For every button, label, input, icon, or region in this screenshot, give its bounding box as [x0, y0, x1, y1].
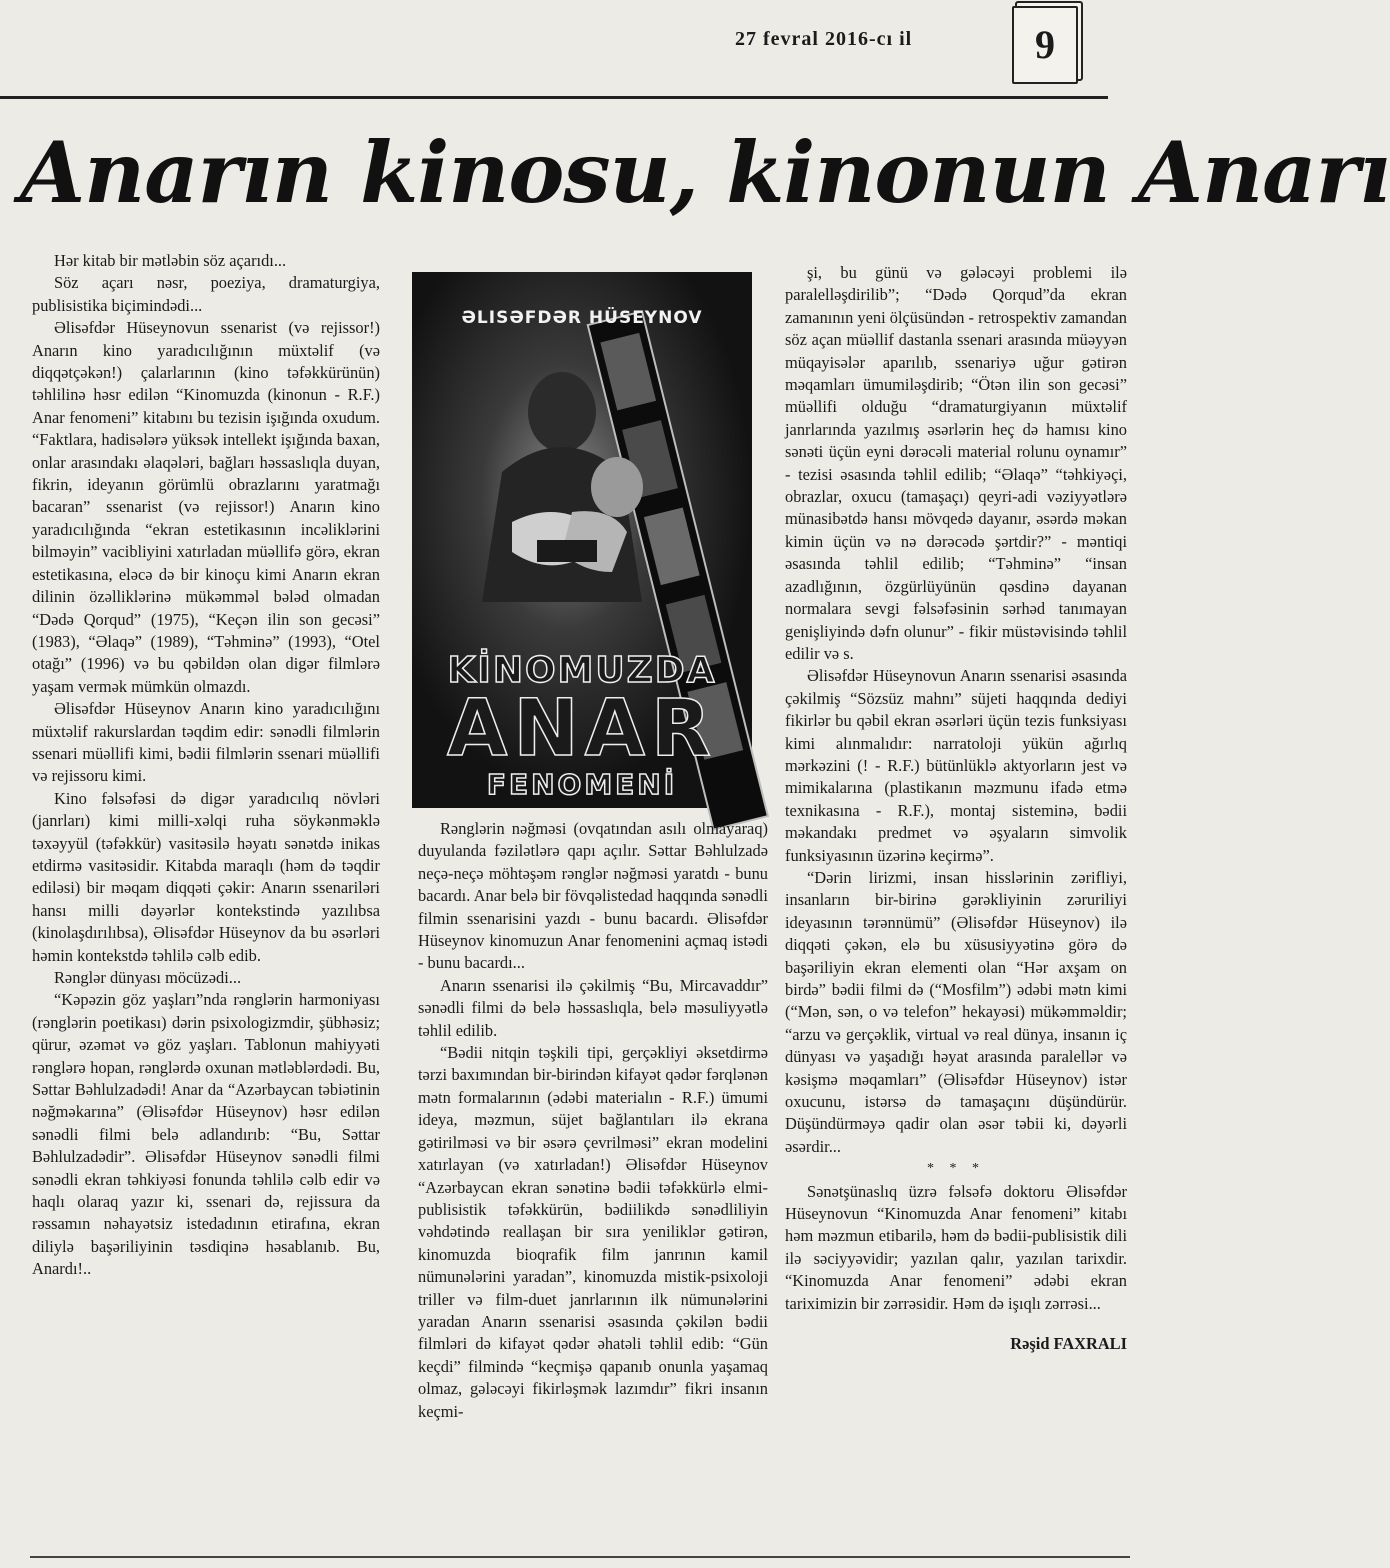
cover-title-line1: KİNOMUZDA	[447, 650, 717, 691]
footer-rule	[30, 1556, 1130, 1558]
paragraph: “Dərin lirizmi, insan hisslərinin zərifliyi, insanların bir-birinə gərəkliyinin zəruriliyi ideyasının tərənnümü” (Əlisəfdər Hüseynov) ilə diqqəti çəkən, elə bu xüsusiyyətinə görə də başəriliyin ekran elementi olan “Hər axşam on birdə” bədii filmi də (“Mosfilm”) ədəbi mətn kimi (“Mən, sən, o və telefon” hekayəsi) mükəmməldir; “arzu və gerçəklik, virtual və real dünya, insanın iç dünyası və yaşadığı həyat arasında paralellər və kəsişmə məqamları” (Əlisəfdər Hüseynov) istər oxucunu, istərsə də tamaşaçını düşündürür. Düşündürməyə qadir olan əsər təbii ki, dəyərli əsərdir...	[785, 867, 1127, 1156]
paragraph: Rənglər dünyası möcüzədi...	[54, 968, 242, 987]
paragraph: Söz açarı nəsr, poeziya, dramaturgiya, publisistika biçimindədi...	[32, 273, 380, 315]
paragraph: Hər kitab bir mətləbin söz açarıdı...	[54, 251, 287, 270]
article-column-1	[32, 250, 380, 1550]
paragraph: Əlisəfdər Hüseynov Anarın kino yaradıcılığını müxtəlif rakurslardan təqdim edir: sənədli filmlərin ssenari müəllifi kimi, bədii filmlərin ssenari müəllifi və rejissoru kimi.	[32, 699, 380, 786]
paragraph: Kino fəlsəfəsi də digər yaradıcılıq növləri (janrları) kimi milli-xəlqi ruha söykənməklə təxəyyül (təfəkkür) vasitəsilə həyatı sənətdə inikas etdirmə vasitəsidir. Kitabda maraqlı (həm də təqdir ediləsi) bir məqam diqqəti çəkir: Anarın ssenariləri hansı milli dəyərlər kontekstində yazılıbsa (kinolaşdırılıbsa), Əlisəfdər Hüseynov da bu əsərləri həmin kontekstdə təhlilə cəlb edib.	[32, 788, 380, 965]
paragraph: Sənətşünaslıq üzrə fəlsəfə doktoru Əlisəfdər Hüseynovun “Kinomuzda Anar fenomeni” kitabı həm məzmun etibarilə, həm də bədii-publisistik dili ilə səciyyəvidir; yazılan qalır, yazılan tarixdir. “Kinomuzda Anar fenomeni” ədəbi ekran tariximizin bir zərrəsidir. Həm də işıqlı zərrəsi...	[785, 1181, 1127, 1313]
paragraph: şi, bu günü və gələcəyi problemi ilə paralelləşdirilib”; “Dədə Qorqud”da ekran zamanının yeni ölçüsündən - retrospektiv zamandan söz açan müəllif dastanla ssenari arasında müəyyən müqayisələr aparılıb, ssenariyə uğur gətirən məqamları ümumiləşdirib; “Ötən ilin son gecəsi” müəllifi olduğu “dramaturgiyanın müxtəlif janrlarında yazılmış əsərlərin heç də hamısı kino sənəti üçün eyni dərəcəli material rolunu oynamır” - tezisi əsasında təhlil edilib; “Əlaqə” “təhkiyəçi, obrazlar, oxucu (tamaşaçı) qeyri-adi vəziyyətlərə münasibətdə hansı mövqedə dayanır, əsərdə məkan kimin üçün və nə dərəcədə şərtdir?” - məntiqi əsasında təhlil edilib; “Təhminə” “insan azadlığının, özgürlüyünün qəsdinə dayanan normalara sevgi fəlsəfəsinin sərhəd tanımayan genişliyində dəfn olunur” - fikir müstəvisində təhlil edilir və s.	[785, 263, 1127, 663]
paragraph: “Bədii nitqin təşkili tipi, gerçəkliyi əksetdirmə tərzi baxımından bir-birindən kifayət qədər fərqlənən mətn formalarının (ədəbi materialın - R.F.) ümumi ideya, məzmun, süjet bağlantıları ilə ekrana gətirilməsi və bir əsərə çevrilməsi” ekran modelini xatırlayan (və xatırladan!) Əlisəfdər Hüseynov “Azərbaycan ekran sənətinə bədii təfəkkürlə elmi-publisistik təfəkkürün, bədiilikdə sənədliliyin vəhdətində reallaşan bir sıra yeniliklər gətirən, kinomuzda bioqrafik film janrının kamil nümunələrini yaradan”, kinomuzda mistik-psixoloji triller və film-duet janrlarının ilk nümunələrini yaradan Anarın ssenarisi əsasında çəkilən bədii filmləri də kifayət qədər əhatəli təhlil edib: “Gün keçdi” filmində “keçmişə qapanıb onunla yaşamaq olmaz, gələcəyi fikirləşmək lazımdır” fikri insanın keçmi-	[418, 1043, 768, 1421]
page-number: 9	[1012, 6, 1078, 84]
cover-title-line2: ANAR	[446, 684, 718, 774]
section-separator: * * *	[927, 1161, 985, 1177]
paragraph: Əlisəfdər Hüseynovun Anarın ssenarisi əsasında çəkilmiş “Sözsüz mahnı” süjeti haqqında dediyi fikirlər bu qəbil ekran əsərləri üçün tezis funksiyası kimi alınmalıdır: narratoloji yükün ağırlıq mərkəzini (! - R.F.) bütünlüklə aktyorların jest və mimikalarına (plastikanın məzmunu ifadə etmə texnikasına - R.F.), montaj sisteminə, bədii məkandakı predmet və əşyaların simvolik funksiyasının üzərinə keçirmə”.	[785, 666, 1127, 865]
issue-date: 27 fevral 2016-cı il	[735, 28, 913, 50]
paragraph: Rənglərin nəğməsi (ovqatından asılı olmayaraq) duyulanda fəzilətlərə qapı açılır. Səttar Bəhlulzadə neçə-neçə möhtəşəm rənglər nəğməsi yaratdı - bunu bacardı. Anar belə bir fövqəlistedad haqqında sənədli filmin ssenarisini yazdı - bunu bacardı. Əlisəfdər Hüseynov kinomuzun Anar fenomenini açmaq istədi - bunu bacardı...	[418, 819, 768, 973]
cover-author: ƏLISƏFDƏR HÜSEYNOV	[461, 308, 703, 328]
article-headline: Anarın kinosu, kinonun Anarı	[20, 123, 1390, 222]
header-rule	[0, 96, 1108, 99]
book-cover-image	[412, 272, 752, 808]
paragraph: “Kəpəzin göz yaşları”nda rənglərin harmoniyası (rənglərin poetikası) dərin psixologizmdir, şübhəsiz; qürur, əzəmət və göz yaşları. Tablonun mahiyyəti rənglərə hopan, rənglərdə oxunan mətləblərdədi. Bu, Səttar Bəhlulzadədi! Anar da “Azərbaycan təbiətinin nəğməkarına” (Əlisəfdər Hüseynov) həsr edilən sənədli filmi belə adlandırıb: “Bu, Səttar Bəhlulzadədir”. Əlisəfdər Hüseynov sənədli filmi sənədli ekran təhkiyəsi fonunda təhlilə cəlb edir və haqlı olaraq yazır ki, ssenari də, rejissura da rəssamın nəhayətsiz istedadının etirafına, ekran diliylə başəriliyinin təsdiqinə həsablanıb. Bu, Anardı!..	[32, 990, 380, 1279]
author-signature: Rəşid FAXRALI	[1010, 1334, 1127, 1354]
page-header	[0, 0, 1152, 100]
article-column-3	[785, 262, 1127, 1554]
paragraph: Anarın ssenarisi ilə çəkilmiş “Bu, Mircavaddır” sənədli filmi də belə həssaslıqla, belə məsuliyyətlə təhlil edilib.	[418, 975, 768, 1040]
cover-title-line3: FENOMENİ	[486, 768, 678, 801]
paragraph: Əlisəfdər Hüseynovun ssenarist (və rejissor!) Anarın kino yaradıcılığının müxtəlif (və diqqətçəkən!) çalarlarının (kino təfəkkürünün) təhlilinə həsr edilən “Kinomuzda (kinonun - R.F.) Anar fenomeni” kitabını bu tezisin işığında oxudum. “Faktlara, hadisələrə yüksək intellekt işığında baxan, onlar arasındakı əlaqələri, bağları həssaslıqla duyan, fikrin, ideyanın görümlü obrazlarını yaratmağı bacaran” ssenarist (və rejissor!) Anarın kino yaradıcılığında “ekran estetikasının incəliklərini bilməyin” vacibliyini xatırladan müəllifə görə, ekran estetikasına, eləcə də bir kinoçu kimi Anarın ekran dilinin özəlliklərinə mükəmməl bələd olmadan “Dədə Qorqud” (1975), “Keçən ilin son gecəsi” (1983), “Əlaqə” (1989), “Təhminə” (1993), “Otel otağı” (1996) və bu qəbildən olan digər filmlərə yaşam vermək mümkün olmazdı.	[32, 318, 380, 696]
article-column-2	[418, 818, 768, 1553]
